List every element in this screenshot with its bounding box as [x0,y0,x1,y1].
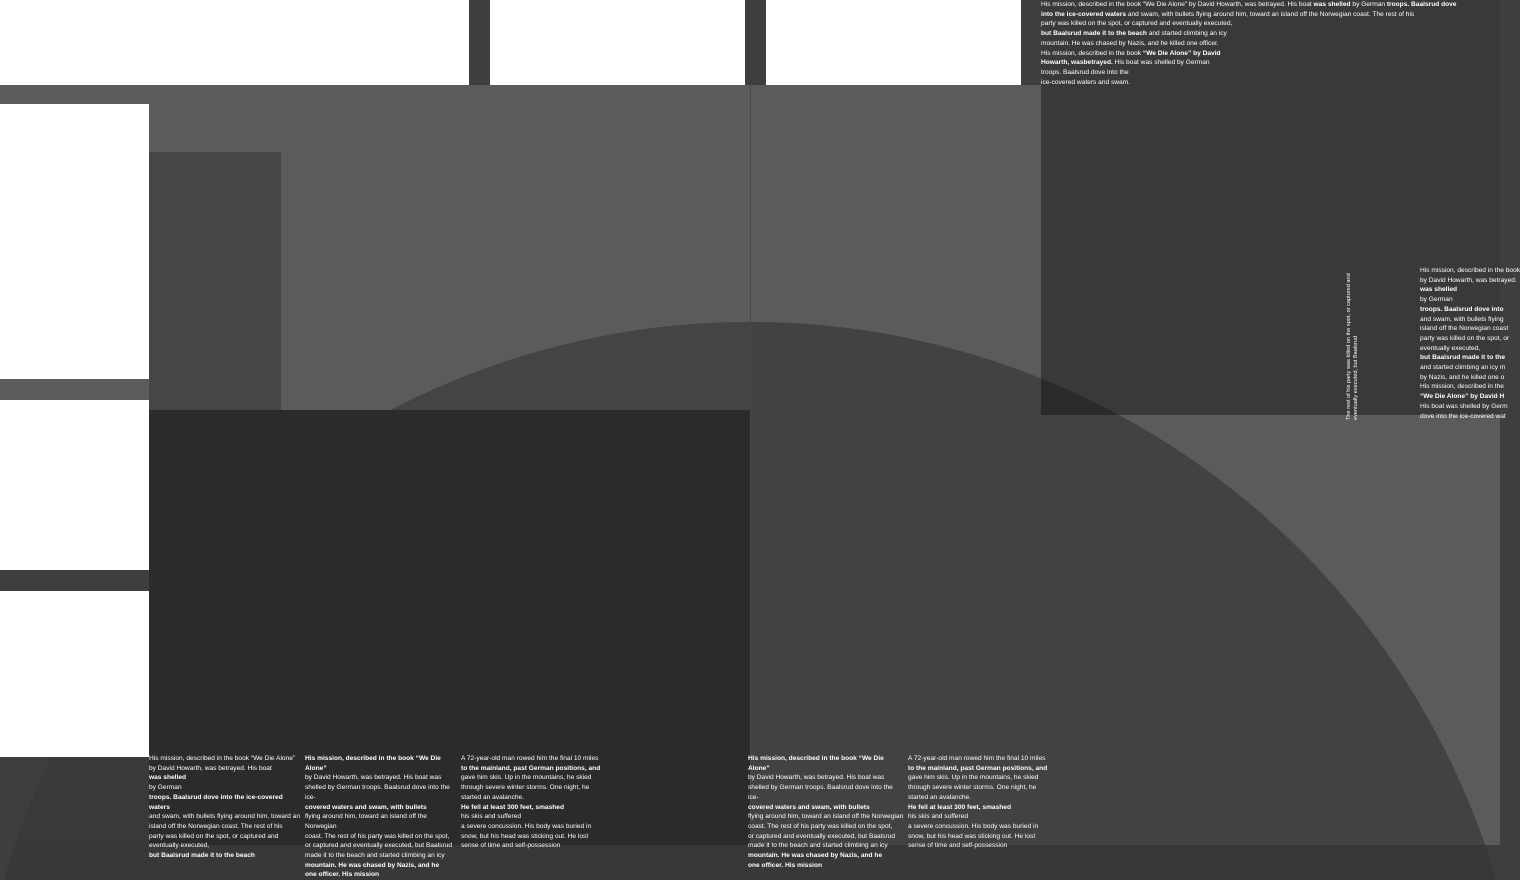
text-line [1420,353,1505,363]
text-run: by German [149,784,182,792]
text-line [1420,266,1520,276]
text-line [1041,58,1491,68]
text-run: started an avalanche. [461,793,525,801]
text-run: His mission, described in the book [1420,267,1520,274]
bold-text-run: but Baalsrud made it to the beach [149,852,255,860]
text-line [305,851,457,861]
bold-text-run: mountain. He was chased by Nazis, and he [305,861,440,869]
text-line [461,754,606,764]
bold-text-run: He fell at least 300 feet, smashed [461,803,564,811]
text-line [1041,19,1491,29]
text-line [908,803,1053,813]
center-divider [750,85,751,845]
text-run: made it to the beach and started climbing an icy [748,842,888,850]
text-run: by David Howarth, was betrayed. [1420,276,1517,284]
text-line [1420,276,1517,286]
bold-text-run: was shelled [1313,1,1351,8]
text-line [461,764,606,774]
text-run: His boat was shelled by German [1112,59,1210,67]
text-run: gave him skis. Up in the mountains, he skied [908,774,1039,782]
text-run: sense of time and self-possession [461,842,561,850]
text-column-2 [305,754,457,879]
text-run: dove into the ice-covered wat [1420,412,1506,420]
text-run: His mission, described in the [1420,383,1504,391]
bold-text-run: was shelled [1420,286,1458,294]
text-run: by Nazis, and he killed one o [1420,373,1505,381]
text-run: flying around him, toward an island off the Norwegian [305,813,427,830]
text-block-right-edge [1420,266,1520,421]
text-line [1420,295,1500,305]
text-run: A 72-year-old man rowed him the final 10 miles [908,755,1046,762]
text-line [305,803,457,813]
text-block-vertical [1346,270,1360,420]
text-line [149,841,301,851]
text-run: The rest of his party was killed on the spot, or captured and [1346,273,1352,420]
bold-text-run: covered waters and swam, with bullets [748,803,870,811]
text-run: and swam, with bullets flying [1420,315,1504,323]
text-run: a severe concussion. His body was buried in [908,822,1039,830]
text-line [1041,39,1491,49]
text-run: and swam, with bullets flying around him, toward an island off the Norwegian coast. The rest of his [1126,10,1415,18]
text-run: shelled by German troops. Baalsrud dove into the ice- [748,784,893,801]
text-line [149,764,301,774]
text-run: or captured and eventually executed, but Baalsrud [748,832,895,840]
text-run: by David Howarth, was betrayed. His boat was [305,774,442,782]
text-run: started an avalanche. [908,793,972,801]
text-line [1041,0,1491,10]
text-run: shelled by German troops. Baalsrud dove into the ice- [305,784,450,801]
text-line [305,783,457,802]
text-column-4 [748,754,904,869]
bold-text-run: but Baalsrud made it to the beach [1041,30,1147,38]
text-line [748,812,904,822]
text-run: mountain. He was chased by Nazis, and he killed one officer. [1041,39,1219,47]
text-line [1041,29,1491,39]
text-run: by German [1420,296,1453,304]
text-line [305,812,457,831]
text-run: made it to the beach and started climbing an icy [305,852,445,860]
text-line [1420,324,1509,334]
text-line [908,822,1053,832]
text-line [149,851,301,861]
text-line [1420,363,1506,373]
text-line [908,812,1053,822]
text-run: and swam, with bullets flying around him, toward an [149,813,300,821]
bold-text-run: to the mainland, past German positions, and [908,764,1048,772]
text-line [149,832,301,842]
text-run: party was killed on the spot, or captured and eventually executed, [1041,20,1233,28]
text-run: coast. The rest of his party was killed on the spot, [748,822,893,830]
text-run: through severe winter storms. One night, he [908,784,1037,792]
text-line [908,754,1053,764]
text-line [1041,49,1491,59]
text-run: his skis and suffered [461,813,521,821]
text-line [149,812,301,822]
text-line [1346,270,1353,420]
text-run: His boat was shelled by Germ [1420,402,1508,410]
text-line [1420,305,1504,315]
text-run: snow, but his head was sticking out. He lost [461,832,589,840]
text-run: by German [1350,1,1387,8]
left-white-card-1 [0,104,149,379]
text-line [1420,334,1510,344]
bold-text-run: one officer. His mission [305,871,380,879]
text-run: and started climbing an icy [1146,30,1227,38]
text-line [1420,392,1505,402]
bold-text-run: one officer. His mission [748,861,823,869]
bold-text-run: “We Die Alone” by David [1142,49,1221,57]
text-line [1420,382,1504,392]
inner-dark-rect [149,152,281,410]
bold-text-run: “We Die Alone” by David H [1420,393,1505,401]
bold-text-run: troops. Baalsrud dove into the ice-covered waters [149,793,283,811]
text-line [149,793,301,812]
text-run: gave him skis. Up in the mountains, he skied [461,774,592,782]
text-line [1041,10,1491,20]
text-line [305,754,457,773]
text-line [748,832,904,842]
text-line [461,803,606,813]
text-line [149,773,301,783]
text-line [305,832,457,842]
text-block-top-right [1041,0,1491,87]
text-line [1353,270,1360,420]
text-line [908,783,1053,793]
text-run: snow, but his head was sticking out. He lost [908,832,1036,840]
text-line [1420,373,1505,383]
text-line [461,773,606,783]
text-line [149,822,301,832]
text-line [1041,78,1491,88]
bold-text-run: mountain. He was chased by Nazis, and he [748,852,883,860]
text-line [305,841,457,851]
text-line [908,841,1053,851]
text-column-1 [149,754,301,860]
text-run: by David Howarth, was betrayed. His boat [149,764,272,772]
text-run: sense of time and self-possession [908,842,1008,850]
text-line [748,822,904,832]
text-line [305,861,457,871]
left-white-card-2 [0,400,149,570]
bold-text-run: into the ice-covered waters [1041,10,1127,18]
text-run: party was killed on the spot, or [1420,334,1510,342]
text-line [305,773,457,783]
text-line [461,793,606,803]
text-line [748,803,904,813]
bold-text-run: His mission, described in the book “We Die Alone” [748,755,884,772]
text-run: eventually executed, [149,842,210,850]
text-run: coast. The rest of his party was killed on the spot, [305,832,450,840]
text-run: eventually executed, [1420,344,1481,352]
text-line [748,754,904,773]
text-run: a severe concussion. His body was buried in [461,822,592,830]
text-line [908,764,1053,774]
text-line [461,841,606,851]
text-line [461,832,606,842]
text-line [748,783,904,802]
bold-text-run: troops. Baalsrud dove into [1420,305,1504,313]
text-line [748,861,904,871]
text-run: island off the Norwegian coast [1420,325,1509,333]
top-white-card-1 [0,0,469,85]
bold-text-run: He fell at least 300 feet, smashed [908,803,1011,811]
text-run: flying around him, toward an island off the Norwegian [748,813,904,821]
text-line [908,773,1053,783]
text-column-5 [908,754,1053,850]
left-white-card-3 [0,591,149,757]
text-run: His mission, described in the book “We Die Alone” by David Howarth, was betrayed. His boat [1041,1,1314,8]
text-run: His mission, described in the book [1041,49,1143,57]
bold-text-run: troops. Baalsrud dove [1386,1,1457,8]
bold-text-run: covered waters and swam, with bullets [305,803,427,811]
bold-text-run: Howarth, wasbetrayed. [1041,59,1113,67]
text-line [1420,315,1504,325]
text-run: through severe winter storms. One night, he [461,784,590,792]
text-run: or captured and eventually executed, but Baalsrud [305,842,452,850]
text-line [149,754,301,764]
text-line [1041,68,1491,78]
text-run: His mission, described in the book “We Die Alone” [149,755,296,762]
text-run: island off the Norwegian coast. The rest of his [149,822,283,830]
bold-text-run: was shelled [149,774,187,782]
text-line [908,832,1053,842]
text-line [1420,412,1506,422]
text-line [461,812,606,822]
text-run: ice-covered waters and swam. [1041,78,1131,86]
text-line [461,783,606,793]
text-line [305,870,457,880]
text-run: his skis and suffered [908,813,968,821]
text-line [748,841,904,851]
text-line [1420,402,1508,412]
text-line [908,793,1053,803]
bold-text-run: to the mainland, past German positions, and [461,764,601,772]
text-line [748,773,904,783]
text-run: A 72-year-old man rowed him the final 10 miles [461,755,599,762]
text-line [149,783,301,793]
text-run: and started climbing an icy m [1420,364,1506,372]
text-line [748,851,904,861]
text-line [461,822,606,832]
bold-text-run: but Baalsrud made it to the [1420,354,1505,362]
text-run: eventually executed, but Baalsrud [1353,336,1359,420]
text-line [1420,285,1500,295]
top-white-card-3 [766,0,1021,85]
text-column-3 [461,754,606,850]
top-white-card-2 [490,0,745,85]
text-run: by David Howarth, was betrayed. His boat was [748,774,885,782]
text-run: party was killed on the spot, or captured and [149,832,279,840]
bold-text-run: His mission, described in the book “We Die Alone” [305,755,441,772]
text-run: troops. Baalsrud dove into the [1041,68,1129,76]
text-line [1420,344,1500,354]
